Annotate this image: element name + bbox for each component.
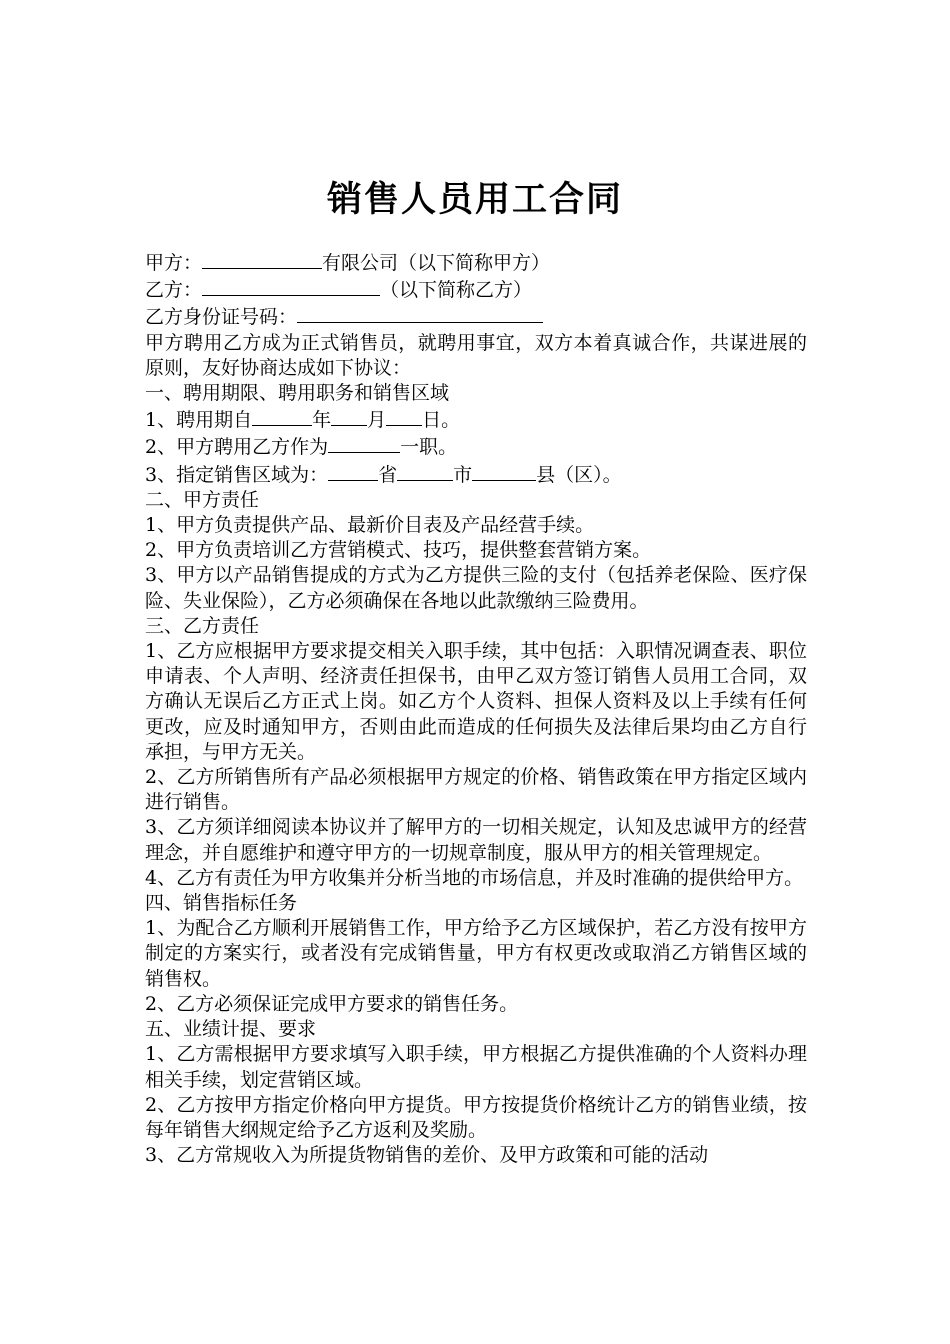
section-4-heading: 四、销售指标任务 [145,892,298,915]
section-1-heading: 一、聘用期限、聘用职务和销售区域 [145,382,450,405]
term-year-blank[interactable] [252,406,312,426]
section-3-item-1: 1、乙方应根据甲方要求提交相关入职手续，其中包括：入职情况调查表、职位申请表、个人声明、经济责任担保书，由甲乙双方签订销售人员用工合同，双方确认无误后乙方正式上岗。如乙方个人资料、担保人资料及以上手续有任何更改，应及时通知甲方，否则由此而造成的任何损失及法律后果均由乙方自行承担，与甲方无关。 [145,640,807,763]
party-b-label: 乙方： [145,279,203,302]
city-label: 市 [453,463,473,486]
party-a-line [145,249,807,276]
position-blank[interactable] [328,433,400,453]
province-blank[interactable] [328,461,378,481]
section-3-heading: 三、乙方责任 [145,614,260,637]
term-month-blank[interactable] [331,406,367,426]
section-5-item-3: 3、乙方常规收入为所提货物销售的差价、及甲方政策和可能的活动 [145,1144,709,1167]
contract-body [145,249,807,1168]
party-a-label: 甲方： [145,252,203,274]
party-b-suffix: （以下简称乙方） [380,279,533,302]
section-5-item-2: 2、乙方按甲方指定价格向甲方提货。甲方按提货价格统计乙方的销售业绩，按每年销售大纲规定给予乙方返利及奖励。 [145,1093,807,1141]
party-a-company-blank[interactable] [202,249,322,269]
party-b-id-line [145,303,807,330]
section-3-item-3: 3、乙方须详细阅读本协议并了解甲方的一切相关规定，认知及忠诚甲方的经营理念，并自愿维护和遵守甲方的一切规章制度，服从甲方的相关管理规定。 [145,816,807,864]
party-b-id-blank[interactable] [297,303,543,323]
term-start-label: 1、聘用期自 [145,409,253,432]
section-1-item-1 [145,406,807,433]
party-b-line [145,276,807,303]
section-2-item-1: 1、甲方负责提供产品、最新价目表及产品经营手续。 [145,514,595,537]
month-label: 月 [367,409,387,432]
section-2-item-3: 3、甲方以产品销售提成的方式为乙方提供三险的支付（包括养老保险、医疗保险、失业保险），乙方必须确保在各地以此款缴纳三险费用。 [145,564,807,612]
province-label: 省 [378,463,398,486]
section-2-item-2: 2、甲方负责培训乙方营销模式、技巧，提供整套营销方案。 [145,539,652,562]
intro-paragraph: 甲方聘用乙方成为正式销售员，就聘用事宜，双方本着真诚合作，共谋进展的原则，友好协商达成如下协议： [145,331,807,379]
county-label: 县（区）。 [536,463,622,486]
city-blank[interactable] [397,461,453,481]
section-3-item-2: 2、乙方所销售所有产品必须根据甲方规定的价格、销售政策在甲方指定区域内进行销售。 [145,766,807,814]
section-4-item-2: 2、乙方必须保证完成甲方要求的销售任务。 [145,992,519,1015]
section-1-item-3 [145,461,807,488]
party-b-id-label: 乙方身份证号码： [145,306,298,329]
day-label: 日。 [422,409,461,432]
section-3-item-4: 4、乙方有责任为甲方收集并分析当地的市场信息，并及时准确的提供给甲方。 [145,866,804,889]
section-5-heading: 五、业绩计提、要求 [145,1018,317,1041]
section-2-heading: 二、甲方责任 [145,488,260,511]
section-5-item-1: 1、乙方需根据甲方要求填写入职手续，甲方根据乙方提供准确的个人资料办理相关手续，划定营销区域。 [145,1043,807,1091]
year-label: 年 [312,409,332,432]
term-day-blank[interactable] [386,406,422,426]
party-a-suffix: 有限公司（以下简称甲方） [322,252,551,274]
party-b-name-blank[interactable] [202,276,380,296]
position-label: 2、甲方聘用乙方作为 [145,436,329,459]
section-4-item-1: 1、为配合乙方顺利开展销售工作，甲方给予乙方区域保护，若乙方没有按甲方制定的方案实行，或者没有完成销售量，甲方有权更改或取消乙方销售区域的销售权。 [145,917,807,990]
section-1-item-2 [145,433,807,460]
region-label: 3、指定销售区域为： [145,463,329,486]
position-suffix: 一职。 [400,436,458,459]
county-blank[interactable] [472,461,536,481]
document-title: 销售人员用工合同 [326,179,623,220]
